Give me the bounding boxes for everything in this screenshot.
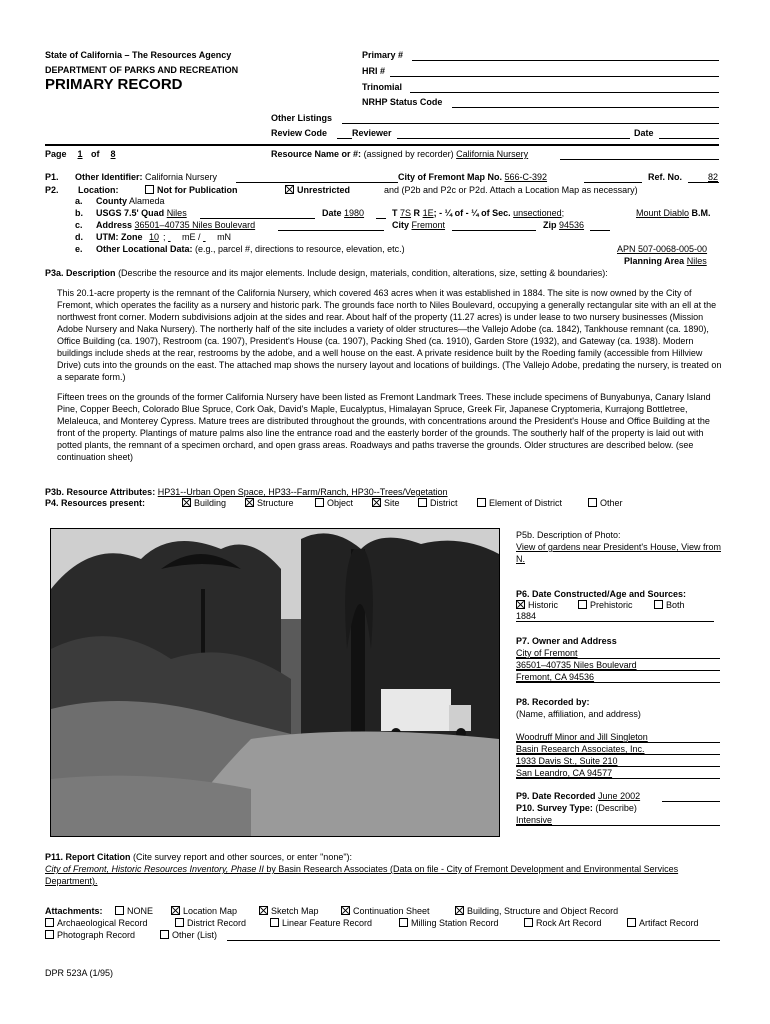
resource-photo (50, 528, 500, 837)
bso-record-checkbox[interactable] (455, 906, 464, 915)
p2c-address: Address 36501–40735 Niles Boulevard (96, 220, 256, 230)
nrhp-label: NRHP Status Code (362, 97, 443, 107)
p9-date-recorded: P9. Date Recorded June 2002 (516, 791, 641, 801)
owner-line-2-rule (516, 670, 720, 671)
p2e-other-locational: Other Locational Data: (e.g., parcel #, directions to resource, elevation, etc.) (96, 244, 405, 254)
district-checkbox[interactable] (418, 498, 427, 507)
page-title: PRIMARY RECORD (45, 76, 183, 93)
address-line (278, 230, 384, 231)
unrestricted-checkbox[interactable] (285, 185, 294, 194)
owner-line-3-rule (516, 682, 720, 683)
building-checkbox[interactable] (182, 498, 191, 507)
p6-value: 1884 (516, 611, 537, 621)
p1-other-identifier: Other Identifier: California Nursery (75, 172, 218, 182)
trinomial-label: Trinomial (362, 82, 403, 92)
primary-field[interactable] (412, 60, 719, 61)
hri-label: HRI # (362, 66, 386, 76)
recorder-line-2: Basin Research Associates, Inc. (516, 744, 645, 754)
both-checkbox[interactable] (654, 600, 663, 609)
agency-name: State of California – The Resources Agency (45, 50, 232, 60)
att-linear[interactable]: Linear Feature Record (270, 918, 372, 928)
p6-label: P6. Date Constructed/Age and Sources: (516, 589, 687, 599)
att-bso-record[interactable]: Building, Structure and Object Record (455, 906, 618, 916)
recorder-line-3-rule (516, 766, 720, 767)
att-district[interactable]: District Record (175, 918, 246, 928)
header-divider (45, 144, 719, 146)
p2b-township: T 7S R 1E; - ¼ of - ¼ of Sec. unsectioned; (392, 208, 565, 218)
p10-line (516, 825, 720, 826)
p2-note: and (P2b and P2c or P2d. Attach a Location Map as necessary) (384, 185, 638, 195)
reviewer-field[interactable] (397, 138, 630, 139)
review-code-label: Review Code (271, 128, 328, 138)
trinomial-field[interactable] (410, 92, 719, 93)
other-listings-label: Other Listings (271, 113, 333, 123)
artifact-checkbox[interactable] (627, 918, 636, 927)
p2b-meridian: Mount Diablo B.M. (636, 208, 711, 218)
primary-label: Primary # (362, 50, 404, 60)
p1-ref-label: Ref. No. (648, 172, 683, 182)
p10-value: Intensive (516, 815, 553, 825)
recorder-line-4: San Leandro, CA 94577 (516, 768, 613, 778)
owner-line-2: 36501–40735 Niles Boulevard (516, 660, 637, 670)
p9-line (662, 801, 720, 802)
p11-heading: P11. Report Citation (Cite survey report and other sources, or enter "none"): (45, 852, 353, 862)
p4-structure[interactable]: Structure (245, 498, 294, 508)
site-checkbox[interactable] (372, 498, 381, 507)
p2d-utm: UTM: Zone 10 ; mE / mN (96, 232, 232, 242)
p2b-usgs: USGS 7.5' Quad Niles (96, 208, 187, 218)
recorder-line-1: Woodruff Minor and Jill Singleton (516, 732, 648, 742)
p11-citation: City of Fremont, Historic Resources Inventory, Phase II by Basin Research Associates (Data on file - City of Fremont Development and Environmental Services Department). (45, 864, 679, 886)
att-milling[interactable]: Milling Station Record (399, 918, 499, 928)
att-sketch-map[interactable]: Sketch Map (259, 906, 319, 916)
date-label: Date (634, 128, 654, 138)
p1-ref-line (688, 182, 719, 183)
p2-location-label: Location: (78, 185, 119, 195)
p8-label: P8. Recorded by: (516, 697, 590, 707)
p3a-paragraph-1: This 20.1-acre property is the remnant of the California Nursery, which covered 463 acres when it was established in 1884. The site is now owned by the City of Fremont, which operates the facility as a nursery and historic park. The grounds face north to Niles Boulevard, occupying a generally rectangular site with an ell at the northwest front corner. Modern subdivisions adjoin at the sides and rear. About half of the property (11.27 acres) is under lease to two nursery businesses (Mission Adobe Nursery and Naka Nursery). The northerly half of the site includes a variety of older structures—the Vallejo Adobe (ca. 1842), Tankhouse remnant (ca. 1890), Office Building (ca. 1907), Restroom (ca. 1907), President's House (ca. 1907), Packing Shed (ca. 1910), Garden Store (1932), and Gateway (ca. 1938). Modern buildings include sheds at the rear, restrooms by the adobe, and a well house on the east. A private residence built by the Roeding family (accessible from Hillview Drive) cuts into the grounds on the east. The attached map shows the nursery layout and locations of buildings. (The Vallejo Adobe, predating the nursery, is treated on a separate form.) (57, 288, 722, 382)
p4-object[interactable]: Object (315, 498, 353, 508)
structure-checkbox[interactable] (245, 498, 254, 507)
p1-ref-value: 82 (708, 172, 719, 182)
page-label: Page 1 of 8 (45, 149, 116, 159)
department-name: DEPARTMENT OF PARKS AND RECREATION (45, 65, 239, 75)
p2b-date: Date 1980 (322, 208, 365, 218)
usgs-line (200, 218, 315, 219)
photograph-record-checkbox[interactable] (45, 930, 54, 939)
p6-line (516, 621, 714, 622)
linear-feature-checkbox[interactable] (270, 918, 279, 927)
recorder-line-1-rule (516, 742, 720, 743)
unrestricted[interactable]: Unrestricted (285, 185, 350, 195)
p2c-label: c. (75, 220, 83, 230)
owner-line-3: Fremont, CA 94536 (516, 672, 595, 682)
none-checkbox[interactable] (115, 906, 124, 915)
p4-resources-present: P4. Resources present: (45, 498, 146, 508)
att-photograph[interactable]: Photograph Record (45, 930, 135, 940)
review-code-field[interactable] (337, 138, 352, 139)
p3b-attributes: P3b. Resource Attributes: HP31--Urban Open Space, HP33--Farm/Ranch, HP30--Trees/Vegetation (45, 487, 448, 497)
p1-num: P1. (45, 172, 59, 182)
date-line (376, 218, 386, 219)
p2b-label: b. (75, 208, 83, 218)
p7-label: P7. Owner and Address (516, 636, 617, 646)
garden-photo-image (51, 529, 499, 836)
p3a-heading: P3a. Description (Describe the resource and its major elements. Include design, materials, condition, alterations, size, setting & boundaries): (45, 268, 608, 278)
prehistoric-checkbox[interactable] (578, 600, 587, 609)
p5b-label: P5b. Description of Photo: (516, 530, 621, 540)
resource-name-line (560, 159, 719, 160)
att-other-list[interactable]: Other (List) (160, 930, 217, 940)
form-number: DPR 523A (1/95) (45, 968, 114, 978)
p6-historic[interactable]: Historic (516, 600, 558, 610)
nrhp-field[interactable] (452, 107, 719, 108)
other-checkbox[interactable] (588, 498, 597, 507)
owner-line-1-rule (516, 658, 720, 659)
p1-map-line (584, 182, 642, 183)
other-list-line[interactable] (227, 940, 720, 941)
p4-element-of-district[interactable]: Element of District (477, 498, 562, 508)
p3a-paragraph-2: Fifteen trees on the grounds of the former California Nursery have been listed as Fremont Landmark Trees. These include specimens of Bunyabunya, Canary Island Pine, Copper Beech, Colorado Blue Spruce, Cork Oak, David's Maple, Eucalyptus, Himalayan Spruce, Greek Fir, Japanese Cryptomeria, Kurrajong Bottletree, Melaleuca, and Monterey Cypress. Mature trees are distributed throughout the grounds, with concentrations around the President's House and Office Building at the front of the property. Plantings of mature palms also line the entrance road and the easterly border of the grounds. The southerly half of the property is laid out with potted plants, the remnant of a specimen orchard, and open grass areas. Roadways and paths traverse the grounds. Older structures are described below. (see continuation sheet) (57, 392, 711, 462)
p4-other[interactable]: Other (588, 498, 623, 508)
p2e-apn: APN 507-0068-005-00 (617, 244, 708, 254)
p6-both[interactable]: Both (654, 600, 685, 610)
recorder-line-2-rule (516, 754, 720, 755)
p4-district[interactable]: District (418, 498, 458, 508)
resource-name: Resource Name or #: (assigned by recorder) California Nursery (271, 149, 529, 159)
district-record-checkbox[interactable] (175, 918, 184, 927)
historic-checkbox[interactable] (516, 600, 525, 609)
att-none[interactable]: NONE (115, 906, 153, 916)
p1-identifier-line (236, 182, 398, 183)
reviewer-label: Reviewer (352, 128, 392, 138)
attachments-label: Attachments: (45, 906, 103, 916)
continuation-sheet-checkbox[interactable] (341, 906, 350, 915)
other-listings-field[interactable] (342, 123, 719, 124)
p2-num: P2. (45, 185, 59, 195)
p2a-county: County Alameda (96, 196, 165, 206)
other-list-checkbox[interactable] (160, 930, 169, 939)
review-date-field[interactable] (659, 138, 719, 139)
p1-map-no: City of Fremont Map No. 566-C-392 (398, 172, 548, 182)
p5b-value: View of gardens near President's House, View from N. (516, 542, 721, 564)
p2e-planning-area: Planning Area Niles (624, 256, 707, 266)
p2a-label: a. (75, 196, 83, 206)
zip-line (590, 230, 610, 231)
p4-site[interactable]: Site (372, 498, 400, 508)
recorder-line-4-rule (516, 778, 720, 779)
milling-station-checkbox[interactable] (399, 918, 408, 927)
att-continuation-sheet[interactable]: Continuation Sheet (341, 906, 430, 916)
archaeological-checkbox[interactable] (45, 918, 54, 927)
element-of-district-checkbox[interactable] (477, 498, 486, 507)
rock-art-checkbox[interactable] (524, 918, 533, 927)
p6-prehistoric[interactable]: Prehistoric (578, 600, 633, 610)
not-for-publication[interactable]: Not for Publication (145, 185, 238, 195)
p2c-zip: Zip 94536 (543, 220, 585, 230)
p4-building[interactable]: Building (182, 498, 226, 508)
hri-field[interactable] (390, 76, 719, 77)
att-rock-art[interactable]: Rock Art Record (524, 918, 602, 928)
not-for-publication-checkbox[interactable] (145, 185, 154, 194)
p2c-city: City Fremont (392, 220, 446, 230)
att-archaeological[interactable]: Archaeological Record (45, 918, 148, 928)
location-map-checkbox[interactable] (171, 906, 180, 915)
city-line (452, 230, 536, 231)
object-checkbox[interactable] (315, 498, 324, 507)
p10-survey-type: P10. Survey Type: (Describe) (516, 803, 637, 813)
p2d-label: d. (75, 232, 83, 242)
owner-line-1: City of Fremont (516, 648, 578, 658)
recorder-line-3: 1933 Davis St., Suite 210 (516, 756, 618, 766)
att-artifact[interactable]: Artifact Record (627, 918, 699, 928)
p8-hint: (Name, affiliation, and address) (516, 709, 641, 719)
att-location-map[interactable]: Location Map (171, 906, 237, 916)
p2e-label: e. (75, 244, 83, 254)
sketch-map-checkbox[interactable] (259, 906, 268, 915)
